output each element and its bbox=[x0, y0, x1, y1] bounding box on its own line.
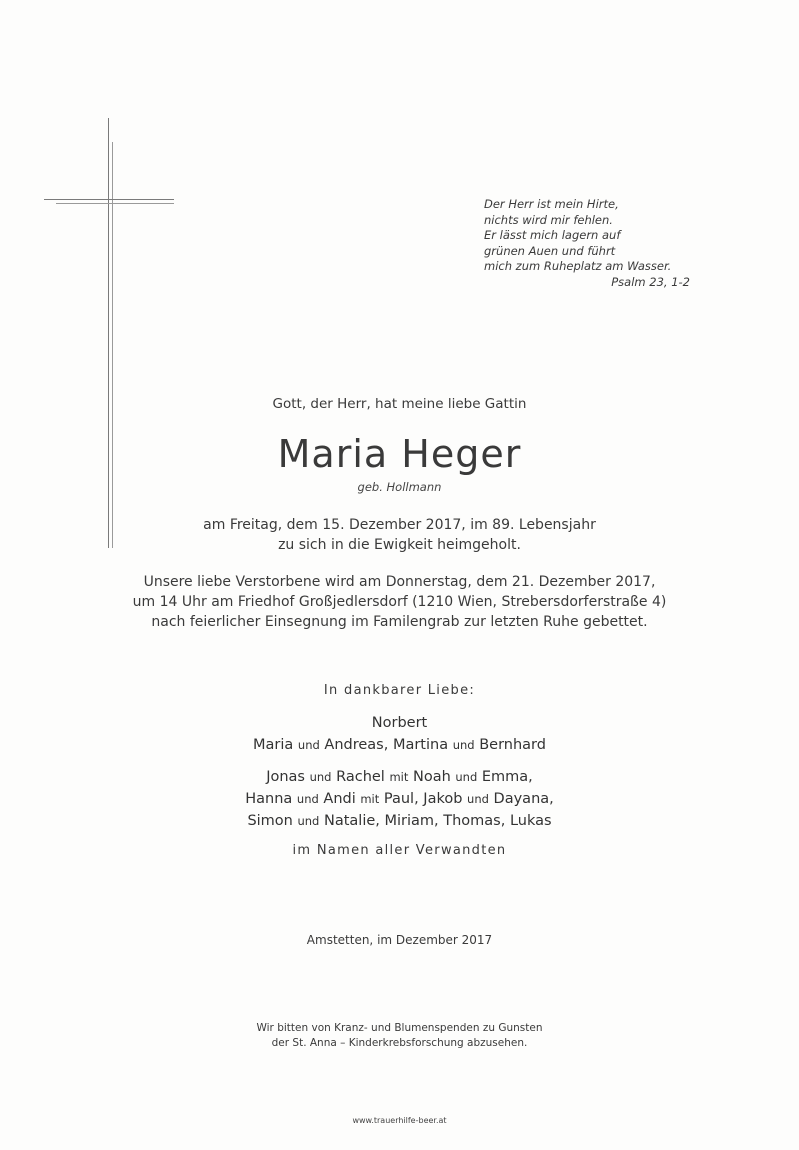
birth-name: geb. Hollmann bbox=[357, 480, 442, 494]
cross-horizontal-line bbox=[44, 199, 174, 200]
mourner-grandchildren-row bbox=[0, 788, 799, 810]
mourner-name: Simon bbox=[247, 813, 293, 829]
mourners-heading: In dankbarer Liebe: bbox=[323, 683, 476, 698]
website-footer: www.trauerhilfe-beer.at bbox=[352, 1116, 447, 1125]
donation-note bbox=[0, 1021, 799, 1051]
intro-text: Gott, der Herr, hat meine liebe Gattin bbox=[272, 396, 527, 412]
mourner-name: Maria bbox=[253, 737, 294, 753]
conjunction: mit bbox=[360, 792, 380, 806]
passing-line: am Freitag, dem 15. Dezember 2017, im 89. Lebensjahr bbox=[203, 517, 596, 533]
conjunction: und bbox=[296, 792, 319, 806]
passing-text bbox=[0, 515, 799, 555]
mourner-name: Dayana, bbox=[493, 791, 554, 807]
donation-note-line: Wir bitten von Kranz- und Blumenspenden zu Gunsten bbox=[256, 1022, 543, 1034]
conjunction: und bbox=[309, 770, 332, 784]
mourner-name: Bernhard bbox=[479, 737, 546, 753]
psalm-quote bbox=[484, 197, 694, 290]
conjunction: und bbox=[297, 738, 320, 752]
mourner-husband: Norbert bbox=[371, 715, 428, 731]
mourner-name: Emma, bbox=[481, 769, 533, 785]
mourner-name: Rachel bbox=[336, 769, 385, 785]
passing-line: zu sich in die Ewigkeit heimgeholt. bbox=[278, 537, 521, 553]
funeral-line: Unsere liebe Verstorbene wird am Donnerstag, dem 21. Dezember 2017, bbox=[143, 574, 656, 590]
psalm-reference: Psalm 23, 1-2 bbox=[611, 274, 690, 289]
psalm-line: Der Herr ist mein Hirte, bbox=[484, 197, 619, 211]
mourner-name: Jonas bbox=[266, 769, 305, 785]
psalm-line: grünen Auen und führt bbox=[484, 243, 616, 258]
donation-note-line: der St. Anna – Kinderkrebsforschung abzusehen. bbox=[271, 1037, 528, 1049]
conjunction: und bbox=[452, 738, 475, 752]
mourner-grandchildren-row bbox=[0, 766, 799, 788]
funeral-line: nach feierlicher Einsegnung im Familengrab zur letzten Ruhe gebettet. bbox=[151, 614, 648, 630]
conjunction: und bbox=[467, 792, 489, 806]
conjunction: mit bbox=[389, 770, 409, 784]
relatives-text: im Namen aller Verwandten bbox=[292, 843, 507, 858]
psalm-line: Er lässt mich lagern auf bbox=[484, 228, 621, 242]
mourner-name: Andi bbox=[323, 791, 356, 807]
mourner-name: Paul, Jakob bbox=[383, 791, 463, 807]
cross-horizontal-line-inner bbox=[56, 203, 174, 204]
mourner-grandchildren-row bbox=[0, 810, 799, 832]
psalm-line: mich zum Ruheplatz am Wasser. bbox=[484, 259, 672, 273]
mourners-list bbox=[0, 712, 799, 832]
conjunction: und bbox=[455, 770, 478, 784]
mourner-children bbox=[0, 734, 799, 756]
mourner-name: Noah bbox=[412, 769, 451, 785]
place-date: Amstetten, im Dezember 2017 bbox=[306, 933, 493, 947]
deceased-name: Maria Heger bbox=[277, 432, 522, 476]
mourner-name: Andreas, Martina bbox=[324, 737, 449, 753]
mourner-name: Natalie, Miriam, Thomas, Lukas bbox=[323, 813, 552, 829]
conjunction: und bbox=[297, 814, 320, 828]
psalm-line: nichts wird mir fehlen. bbox=[484, 212, 613, 227]
funeral-line: um 14 Uhr am Friedhof Großjedlersdorf (1210 Wien, Strebersdorferstraße 4) bbox=[132, 594, 667, 610]
mourner-name: Hanna bbox=[245, 791, 293, 807]
funeral-details bbox=[0, 572, 799, 632]
